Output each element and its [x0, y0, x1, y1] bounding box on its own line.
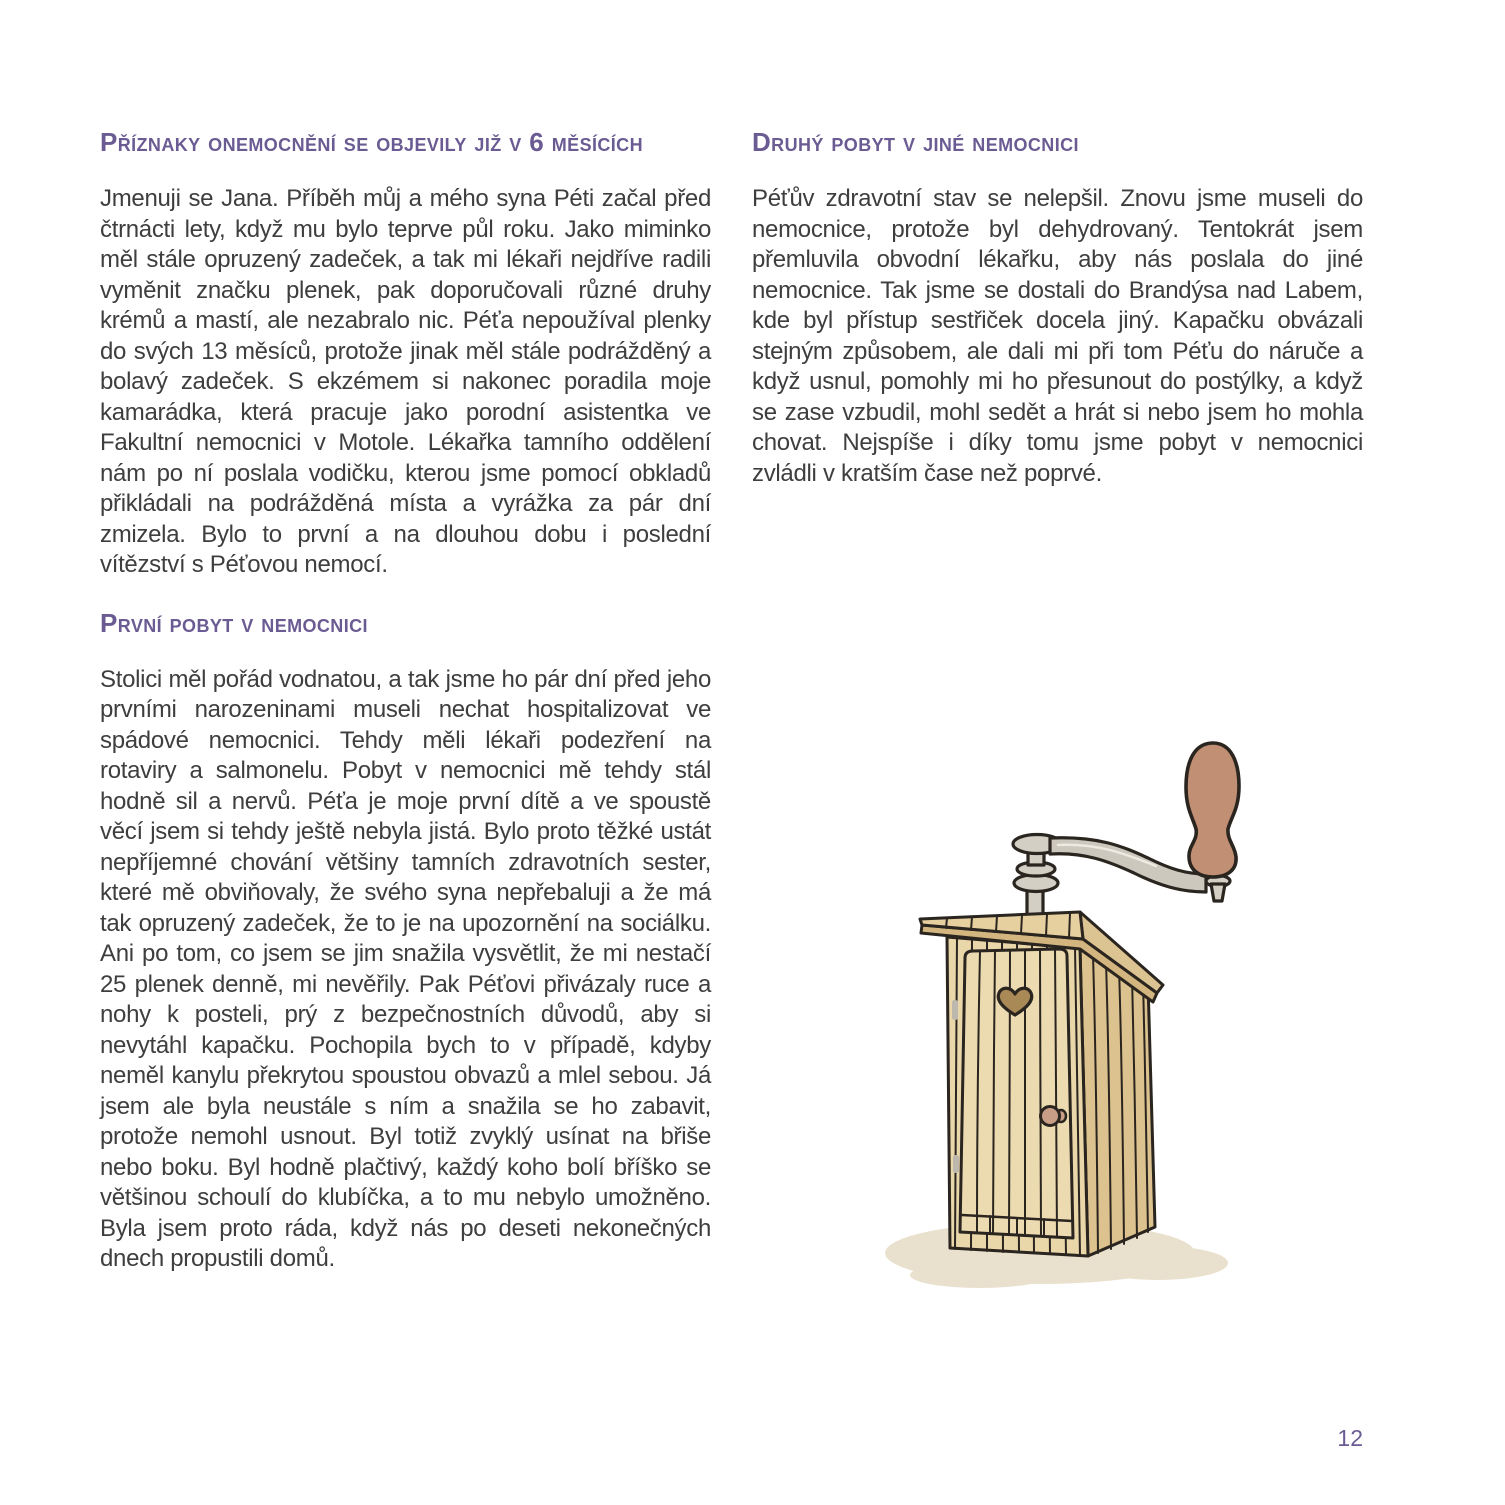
section-heading-symptoms: Příznaky onemocnění se objevily již v 6 měsících [100, 127, 643, 157]
right-column [752, 126, 1363, 515]
section-body-second-hospital-stay: Péťův zdravotní stav se nelepšil. Znovu jsme museli do nemocnice, protože byl dehydrovaný. Tentokrát jsem přemluvila obvodní lékařku, aby nás poslala do jiné nemocnice. Tak jsme se dostali do Brandýsa nad Labem, kde byl přístup sestřiček docela jiný. Kapačku obvázali stejným způsobem, ale dali mi při tom Péťu do náruče a když usnul, pomohly mi ho přesunout do postýlky, a když se zase vzbudil, mohl sedět a hrát si nebo jsem ho mohla chovat. Nejspíše i díky tomu jsme pobyt v nemocnici zvládli v kratším čase než poprvé. [752, 185, 1363, 487]
section-heading-second-hospital-stay: Druhý pobyt v jiné nemocnici [752, 127, 1079, 157]
grinder-crank [1013, 743, 1239, 921]
section-second-hospital-stay [752, 126, 1363, 489]
page-number: 12 [1337, 1425, 1363, 1451]
outhouse [920, 912, 1163, 1256]
section-body-first-hospital-stay: Stolici měl pořád vodnatou, a tak jsme ho pár dní před jeho prvními narozeninami museli nechat hospitalizovat ve spádové nemocnici. Tehdy měli lékaři podezření na rotaviry a salmonelu. Pobyt v nemocnici mě tehdy stál hodně sil a nervů. Péťa je moje první dítě a ve spoustě věcí jsem si tehdy ještě nebyla jistá. Bylo proto těžké ustát nepříjemné chování většiny tamních zdravotních sester, které mě obviňovaly, že svého syna nepřebaluji a že má tak opruzený zadeček, že to je na upozornění na sociálku. Ani po tom, co jsem se jim snažila vysvětlit, že mi nestačí 25 plenek denně, mi nevěřily. Pak Péťovi přivázaly ruce a nohy k posteli, prý z bezpečnostních důvodů, aby si nevytáhl kapačku. Pochopila bych to v případě, kdyby neměl kanylu překrytou spoustou obvazů a mlel sebou. Já jsem ale byla neustále s ním a snažila se ho zabavit, protože nemohl usnout. Byl totiž zvyklý usínat na břiše nebo boku. Byl hodně plačtivý, každý koho bolí bříško se většinou schoulí do klubíčka, a to mu nebylo umožněno. Byla jsem proto ráda, když nás po deseti nekonečných dnech propustili domů. [100, 665, 711, 1272]
door-hinge-upper [952, 1000, 958, 1020]
outhouse-illustration-svg [850, 715, 1310, 1315]
section-heading-first-hospital-stay: První pobyt v nemocnici [100, 607, 368, 638]
crank-bolt-nub [1211, 884, 1225, 901]
section-first-hospital-stay [100, 607, 711, 1275]
section-symptoms [100, 126, 711, 581]
outhouse-door [960, 949, 1073, 1238]
door-hinge-lower [953, 1155, 959, 1173]
door-knob [1041, 1107, 1060, 1126]
left-column [100, 126, 711, 1301]
outhouse-coffee-grinder-illustration [850, 715, 1310, 1315]
section-body-symptoms: Jmenuji se Jana. Příběh můj a mého syna Péti začal před čtrnácti lety, když mu bylo teprve půl roku. Jako miminko měl stále opruzený zadeček, a tak mi lékaři nejdříve radili vyměnit značku plenek, pak doporučovali různé druhy krémů a mastí, ale nezabralo nic. Péťa nepoužíval plenky do svých 13 měsíců, protože jinak měl stále podrážděný a bolavý zadeček. S ekzémem si nakonec poradila moje kamarádka, která pracuje jako porodní asistentka ve Fakultní nemocnici v Motole. Lékařka tamního oddělení nám po ní poslala vodičku, kterou jsme pomocí obkladů přikládali na podrážděná místa a vyrážka za pár dní zmizela. Bylo to první a na dlouhou dobu i poslední vítězství s Péťovou nemocí. [100, 185, 711, 578]
crank-handle [1186, 743, 1239, 877]
